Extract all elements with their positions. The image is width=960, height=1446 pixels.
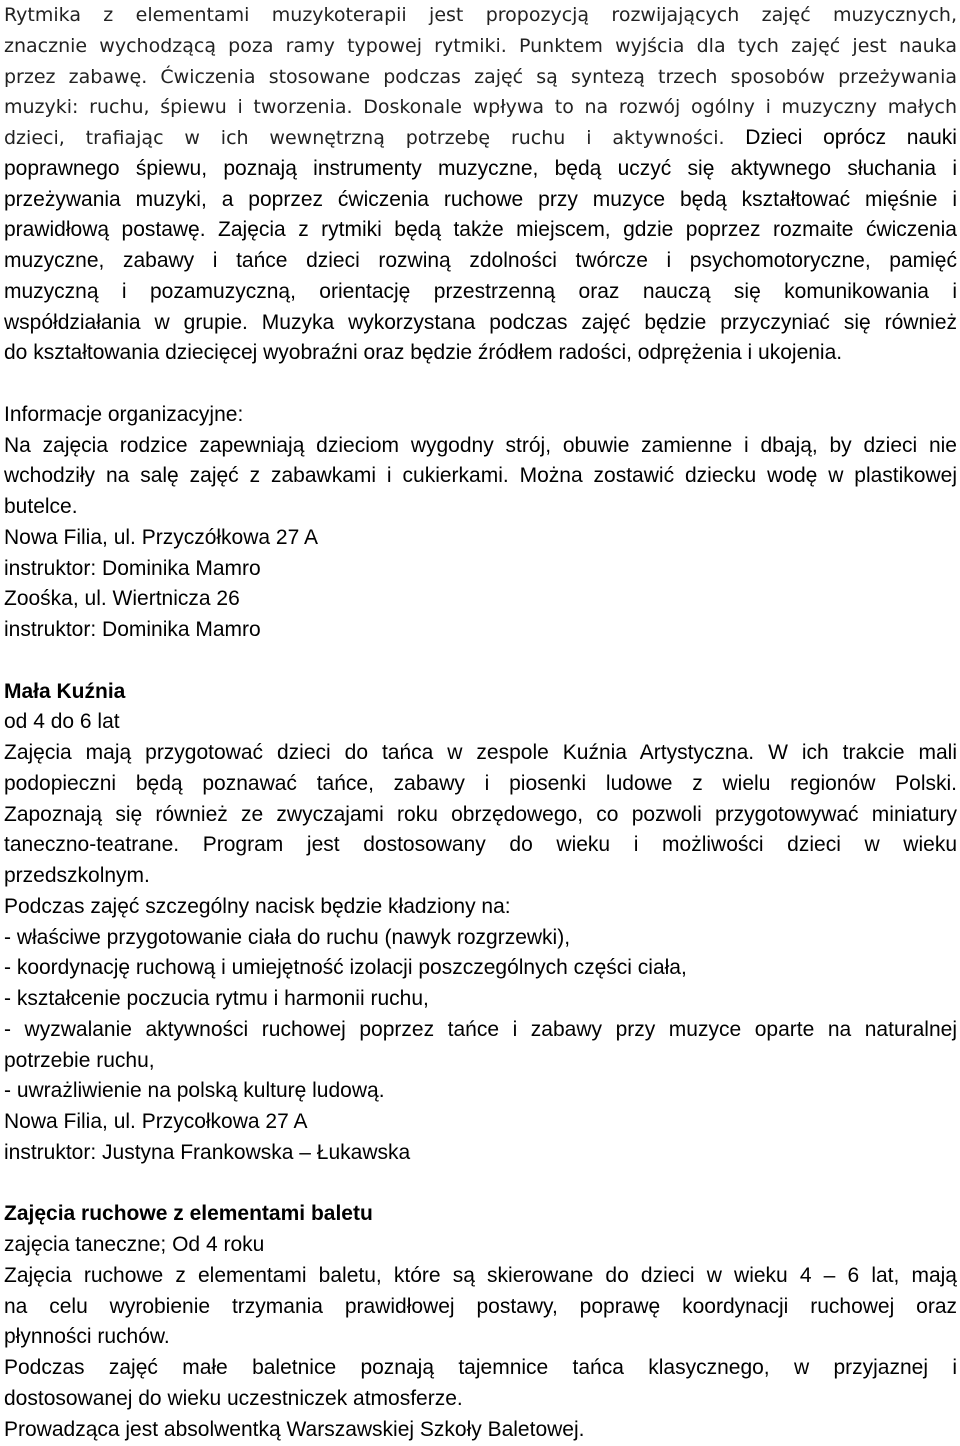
section-description-line: płynności ruchów.: [4, 1325, 170, 1349]
blank-line: [4, 646, 957, 677]
intro-line: [4, 123, 957, 154]
organizational-info-line: butelce.: [4, 495, 78, 518]
focus-list-line: - wyzwalanie aktywności ruchowej poprzez tańce i zabawy przy muzyce oparte na naturalnej: [4, 1017, 957, 1041]
intro-line: przeżywania muzyki, a poprzez ćwiczenia ruchowe przy muzyce będą kształtować mięśnie i: [4, 187, 957, 211]
location-address: Zoośka, ul. Wiertnicza 26: [4, 587, 240, 611]
ballet-section: [4, 1199, 957, 1445]
organizational-info-line: wchodziły na salę zajęć z zabawkami i cukierkami. Można zostawić dziecku wodę w plastikowej: [4, 464, 957, 488]
section-description-line: Zajęcia ruchowe z elementami baletu, które są skierowane do dzieci w wieku 4 – 6 lat, mają: [4, 1263, 957, 1287]
intro-line-text: dzieci, trafiając w ich wewnętrzną potrzebę ruchu i aktywności.: [4, 127, 725, 149]
intro-line: prawidłową postawę. Zajęcia z rytmiki będą także miejscem, gdzie poprzez rozmaite ćwiczenia: [4, 218, 957, 242]
focus-list-line: - właściwe przygotowanie ciała do ruchu (nawyk rozgrzewki),: [4, 925, 571, 949]
intro-line: muzyczne, zabawy i tańce dzieci rozwiną zdolności twórcze i psychomotoryczne, pamięć: [4, 249, 957, 272]
intro-line: przez zabawę. Ćwiczenia stosowane podczas zajęć są syntezą trzech sposobów przeżywania: [4, 65, 957, 88]
location-instructor: instruktor: Justyna Frankowska – Łukawska: [4, 1140, 411, 1164]
organizational-info-heading: Informacje organizacyjne:: [4, 402, 244, 426]
intro-paragraph: [4, 0, 957, 369]
section-title-ballet: Zajęcia ruchowe z elementami baletu: [4, 1202, 373, 1226]
section-description-line: na celu wyrobienie trzymania prawidłowej postawy, poprawę koordynacji ruchowej oraz: [4, 1294, 957, 1318]
section-description-line: Zapoznają się również ze zwyczajami roku obrzędowego, co pozwoli przygotowywać miniatury: [4, 802, 957, 826]
section-description-line: Podczas zajęć małe baletnice poznają tajemnice tańca klasycznego, w przyjaznej i: [4, 1356, 957, 1379]
intro-line: poprawnego śpiewu, poznają instrumenty muzyczne, będą uczyć się aktywnego słuchania i: [4, 156, 957, 180]
section-description-line: Zajęcia mają przygotować dzieci do tańca w zespole Kuźnia Artystyczna. W ich trakcie mali: [4, 741, 957, 764]
section-description-line: dostosowanej do wieku uczestniczek atmosferze.: [4, 1386, 463, 1410]
section-description-line: podopieczni będą poznawać tańce, zabawy i piosenki ludowe z wielu regionów Polski.: [4, 771, 957, 795]
location-instructor: instruktor: Dominika Mamro: [4, 556, 261, 580]
document-page: [4, 0, 957, 1445]
location-instructor: instruktor: Dominika Mamro: [4, 618, 261, 641]
focus-list-line: potrzebie ruchu,: [4, 1048, 155, 1072]
focus-list-line: - uwrażliwienie na polską kulturę ludową.: [4, 1079, 385, 1103]
location-address: Nowa Filia, ul. Przycołkowa 27 A: [4, 1110, 308, 1133]
intro-line: współdziałania w grupie. Muzyka wykorzystana podczas zajęć będzie przyczyniać się również: [4, 310, 957, 334]
focus-intro: Podczas zajęć szczególny nacisk będzie kładziony na:: [4, 894, 511, 918]
intro-line: znacznie wychodzącą poza ramy typowej rytmiki. Punktem wyjścia dla tych zajęć jest nauka: [4, 34, 957, 57]
section-description-line: Prowadząca jest absolwentką Warszawskiej Szkoły Baletowej.: [4, 1417, 585, 1441]
intro-line: muzyki: ruchu, śpiewu i tworzenia. Doskonale wpływa to na rozwój ogólny i muzyczny małych: [4, 96, 957, 119]
organizational-info-line: Na zajęcia rodzice zapewniają dzieciom wygodny strój, obuwie zamienne i dbają, by dzieci nie: [4, 433, 957, 457]
blank-line: [4, 369, 957, 400]
focus-list-line: - kształcenie poczucia rytmu i harmonii ruchu,: [4, 987, 429, 1010]
intro-line: do kształtowania dziecięcej wyobraźni oraz będzie źródłem radości, odprężenia i ukojenia.: [4, 341, 843, 365]
section-title-mala-kuznia: Mała Kuźnia: [4, 679, 126, 703]
intro-line: Rytmika z elementami muzykoterapii jest propozycją rozwijających zajęć muzycznych,: [4, 4, 957, 26]
intro-line-text: Dzieci oprócz nauki: [745, 126, 957, 149]
blank-line: [4, 1169, 957, 1200]
section-description-line: przedszkolnym.: [4, 864, 150, 887]
focus-list-line: - koordynację ruchową i umiejętność izolacji poszczególnych części ciała,: [4, 956, 687, 980]
location-address: Nowa Filia, ul. Przyczółkowa 27 A: [4, 525, 318, 549]
section-subtitle: zajęcia taneczne; Od 4 roku: [4, 1233, 265, 1256]
intro-line: muzyczną i pozamuzyczną, orientację przestrzenną oraz nauczą się komunikowania i: [4, 279, 957, 303]
section-description-line: taneczno-teatrane. Program jest dostosowany do wieku i możliwości dzieci w wieku: [4, 833, 957, 857]
age-range: od 4 do 6 lat: [4, 710, 120, 734]
organizational-info-section: [4, 400, 957, 646]
mala-kuznia-section: [4, 677, 957, 1169]
